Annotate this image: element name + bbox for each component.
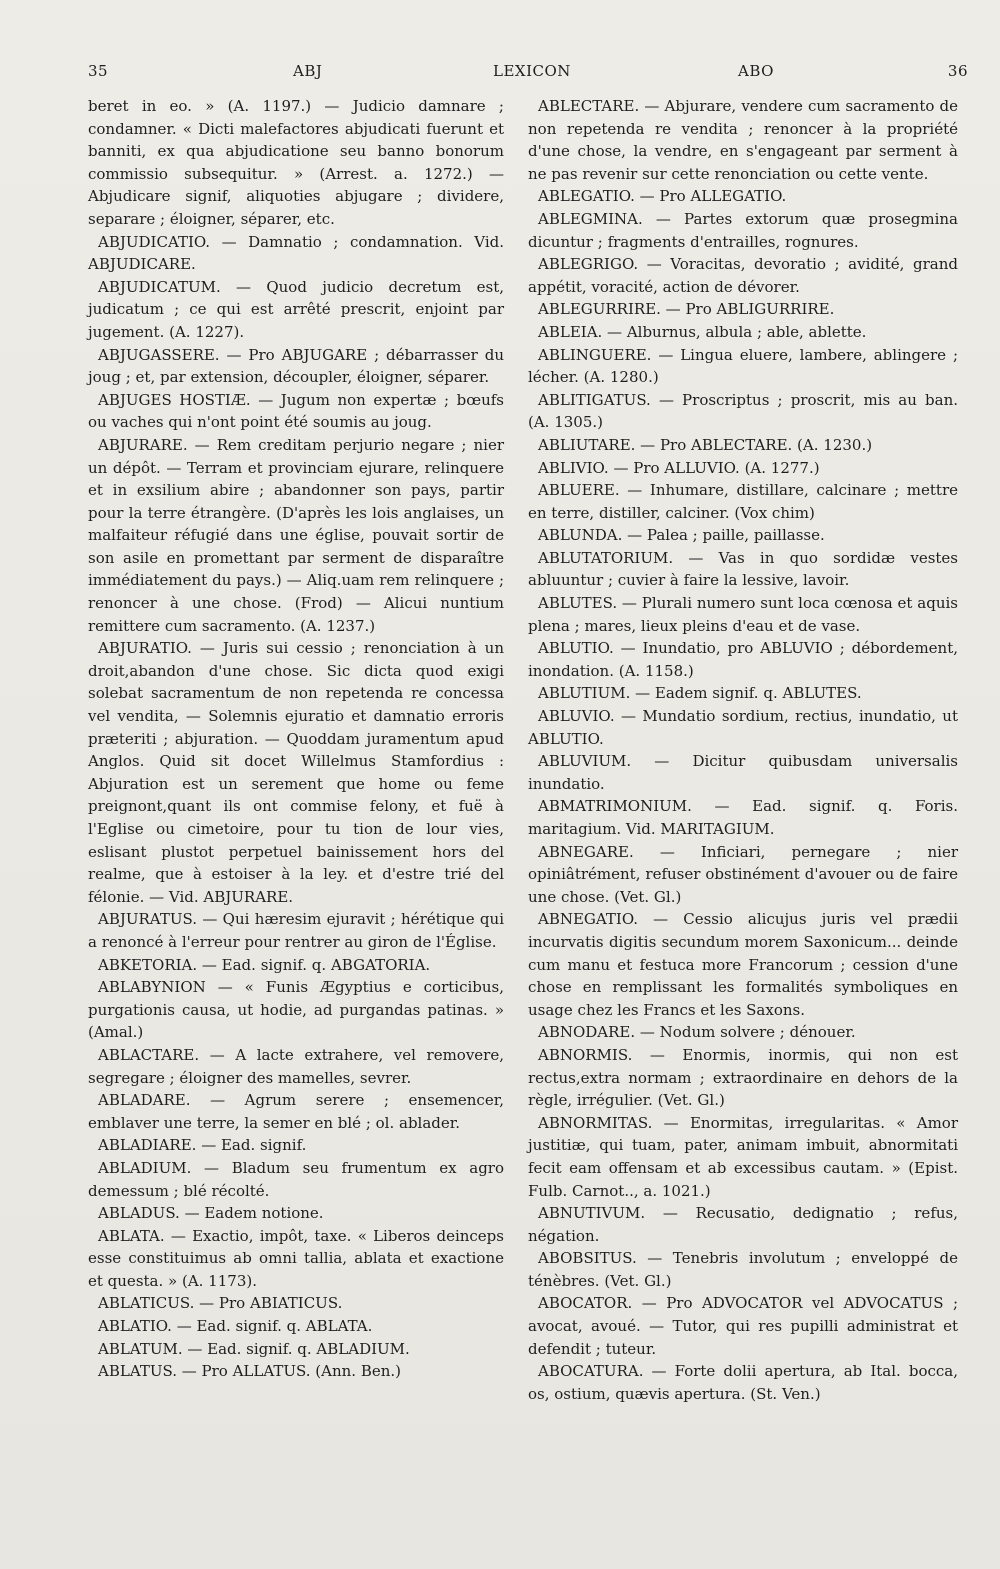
dictionary-entry: ABLEGATIO. — Pro ALLEGATIO. [538,187,787,206]
dictionary-entry: ABLACTARE. — A lacte extrahere, vel removere, segregare ; éloigner des mamelles, sevrer. [88,1045,504,1087]
dictionary-entry: ABLIUTARE. — Pro ABLECTARE. (A. 1230.) [538,435,873,454]
dictionary-entry: ABJURATUS. — Qui hæresim ejuravit ; hérétique qui a renoncé à l'erreur pour rentrer au giron de l'Église. [88,910,504,951]
dictionary-entry: ABJUDICATUM. — Quod judicio decretum est, judicatum ; ce qui est arrêté prescrit, enjoint par jugement. (A. 1227). [88,277,504,341]
dictionary-entry: ABKETORIA. — Ead. signif. q. ABGATORIA. [98,955,431,974]
page-number-right: 36 [947,62,968,80]
dictionary-entry: ABLUVIUM. — Dicitur quibusdam universalis inundatio. [528,752,958,793]
dictionary-entry: ABLATA. — Exactio, impôt, taxe. « Liberos deinceps esse constituimus ab omni tallia, ablata et exactione et questa. » (A. 1173). [88,1226,504,1290]
dictionary-entry: ABLUTIUM. — Eadem signif. q. ABLUTES. [538,684,862,703]
dictionary-entry: ABNORMITAS. — Enormitas, irregularitas. « Amor justitiæ, qui tuam, pater, animam imbuit, abnormitati fecit eam offensam et ab excessibus cautam. » (Epist. Fulb. Carnot.., a. 1021.) [528,1113,958,1200]
right-column [528,95,958,1405]
dictionary-entry: ABLATIO. — Ead. signif. q. ABLATA. [98,1317,373,1336]
dictionary-entry: ABLUTATORIUM. — Vas in quo sordidæ vestes abluuntur ; cuvier à faire la lessive, lavoir. [528,548,958,590]
dictionary-entry: ABLEGURRIRE. — Pro ABLIGURRIRE. [538,300,835,319]
dictionary-entry: ABLABYNION — « Funis Ægyptius e corticibus, purgationis causa, ut hodie, ad purgandas patinas. » (Amal.) [88,978,504,1042]
dictionary-entry: ABJUGES HOSTIÆ. — Jugum non expertæ ; bœufs ou vaches qui n'ont point été soumis au joug. [88,390,504,432]
dictionary-entry: ABNORMIS. — Enormis, inormis, qui non est rectus,extra normam ; extraordinaire en dehors de la règle, irrégulier. (Vet. Gl.) [528,1045,958,1110]
dictionary-entry: ABNEGARE. — Inficiari, pernegare ; nier opiniâtrément, refuser obstinément d'avouer ou de faire une chose. (Vet. Gl.) [528,842,958,906]
dictionary-entry: ABLUTES. — Plurali numero sunt loca cœnosa et aquis plena ; mares, lieux pleins d'eau et de vase. [528,594,958,635]
running-header [88,62,968,88]
dictionary-entry: ABLEIA. — Alburnus, albula ; able, ablette. [538,322,867,341]
dictionary-entry: ABOBSITUS. — Tenebris involutum ; enveloppé de ténèbres. (Vet. Gl.) [528,1249,958,1290]
dictionary-entry: ABLECTARE. — Abjurare, vendere cum sacramento de non repetenda re vendita ; renoncer à la propriété d'une chose, la vendre, en s'engageant par serment à ne pas revenir sur cette renonciation ou cette vente. [528,97,958,183]
dictionary-entry: ABLADARE. — Agrum serere ; ensemencer, emblaver une terre, la semer en blé ; ol. ablader. [88,1091,504,1132]
guide-word-left: ABJ [293,62,323,80]
dictionary-entry: ABLADIARE. — Ead. signif. [98,1136,307,1155]
dictionary-entry: ABLINGUERE. — Lingua eluere, lambere, ablingere ; lécher. (A. 1280.) [528,345,958,387]
dictionary-entry: ABOCATURA. — Forte dolii apertura, ab Ital. bocca, os, ostium, quævis apertura. (St. Ven.) [528,1362,958,1403]
guide-word-right: ABO [738,62,774,80]
left-column [88,95,504,1383]
dictionary-entry: ABLEGRIGO. — Voracitas, devoratio ; avidité, grand appétit, voracité, action de dévorer. [528,255,958,296]
dictionary-entry: ABLATICUS. — Pro ABIATICUS. [98,1294,343,1313]
dictionary-entry: ABNEGATIO. — Cessio alicujus juris vel prædii incurvatis digitis secundum morem Saxonicum... deinde cum manu et festuca more Francorum ; cession d'une chose en remplissant les formalités symboliques en usage chez les Francs et les Saxons. [528,910,958,1019]
dictionary-entry: ABLUNDA. — Palea ; paille, paillasse. [538,526,825,545]
dictionary-entry: ABLUERE. — Inhumare, distillare, calcinare ; mettre en terre, distiller, calciner. (Vox chim) [528,481,958,522]
dictionary-entry: beret in eo. » (A. 1197.) — Judicio damnare ; condamner. « Dicti malefactores abjudicati fuerunt et banniti, ex qua abjudicatione seu banno bonorum commissio subsequitur. » (Arrest. a. 1272.) — Abjudicare signif, aliquoties abjugare ; dividere, separare ; éloigner, séparer, etc. [88,97,504,228]
page-number-left: 35 [88,62,109,80]
dictionary-entry: ABLEGMINA. — Partes extorum quæ prosegmina dicuntur ; fragments d'entrailles, rognures. [528,209,958,251]
dictionary-entry: ABLUTIO. — Inundatio, pro ABLUVIO ; débordement, inondation. (A. 1158.) [528,639,958,680]
dictionary-entry: ABLATUM. — Ead. signif. q. ABLADIUM. [98,1339,410,1358]
dictionary-entry: ABLITIGATUS. — Proscriptus ; proscrit, mis au ban. (A. 1305.) [528,390,958,432]
dictionary-entry: ABLATUS. — Pro ALLATUS. (Ann. Ben.) [98,1362,401,1381]
dictionary-entry: ABLUVIO. — Mundatio sordium, rectius, inundatio, ut ABLUTIO. [528,707,958,748]
dictionary-entry: ABJURATIO. — Juris sui cessio ; renonciation à un droit,abandon d'une chose. Sic dicta quod exigi solebat sacramentum de non repetenda re concessa vel vendita, — Solemnis ejuratio et damnatio erroris præteriti ; abjuration. — Quoddam juramentum apud Anglos. Quid sit docet Willelmus Stamfordius : Abjuration est un serement que home ou feme preignont,quant ils ont commise felony, et fuë à l'Eglise ou cimetoire, pour tu tion de lour vies, eslisant plustot perpetuel bainissement hors del realme, que à estoiser à la ley. et d'estre trié del félonie. — Vid. ABJURARE. [88,639,504,906]
running-title: LEXICON [493,62,571,80]
dictionary-entry: ABJURARE. — Rem creditam perjurio negare ; nier un dépôt. — Terram et provinciam ejurare, relinquere et in exsilium abire ; abandonner son pays, partir pour la terre étrangère. (D'après les lois anglaises, un malfaiteur réfugié dans une église, pouvait sortir de son asile en promettant par serment de disparaître immédiatement du pays.) — Aliq.uam rem relinquere ; renoncer à une chose. (Frod) — Alicui nuntium remittere cum sacramento. (A. 1237.) [88,435,504,635]
dictionary-entry: ABOCATOR. — Pro ADVOCATOR vel ADVOCATUS ; avocat, avoué. — Tutor, qui res pupilli administrat et defendit ; tuteur. [528,1294,958,1358]
dictionary-entry: ABNODARE. — Nodum solvere ; dénouer. [538,1023,856,1042]
dictionary-entry: ABJUDICATIO. — Damnatio ; condamnation. Vid. ABJUDICARE. [88,232,504,274]
dictionary-entry: ABLIVIO. — Pro ALLUVIO. (A. 1277.) [538,458,820,477]
dictionary-entry: ABLADUS. — Eadem notione. [98,1204,324,1223]
dictionary-entry: ABLADIUM. — Bladum seu frumentum ex agro demessum ; blé récolté. [88,1158,504,1200]
dictionary-entry: ABNUTIVUM. — Recusatio, dedignatio ; refus, négation. [528,1204,958,1245]
dictionary-entry: ABJUGASSERE. — Pro ABJUGARE ; débarrasser du joug ; et, par extension, découpler, éloigner, séparer. [88,345,504,387]
dictionary-entry: ABMATRIMONIUM. — Ead. signif. q. Foris. maritagium. Vid. MARITAGIUM. [528,797,958,838]
